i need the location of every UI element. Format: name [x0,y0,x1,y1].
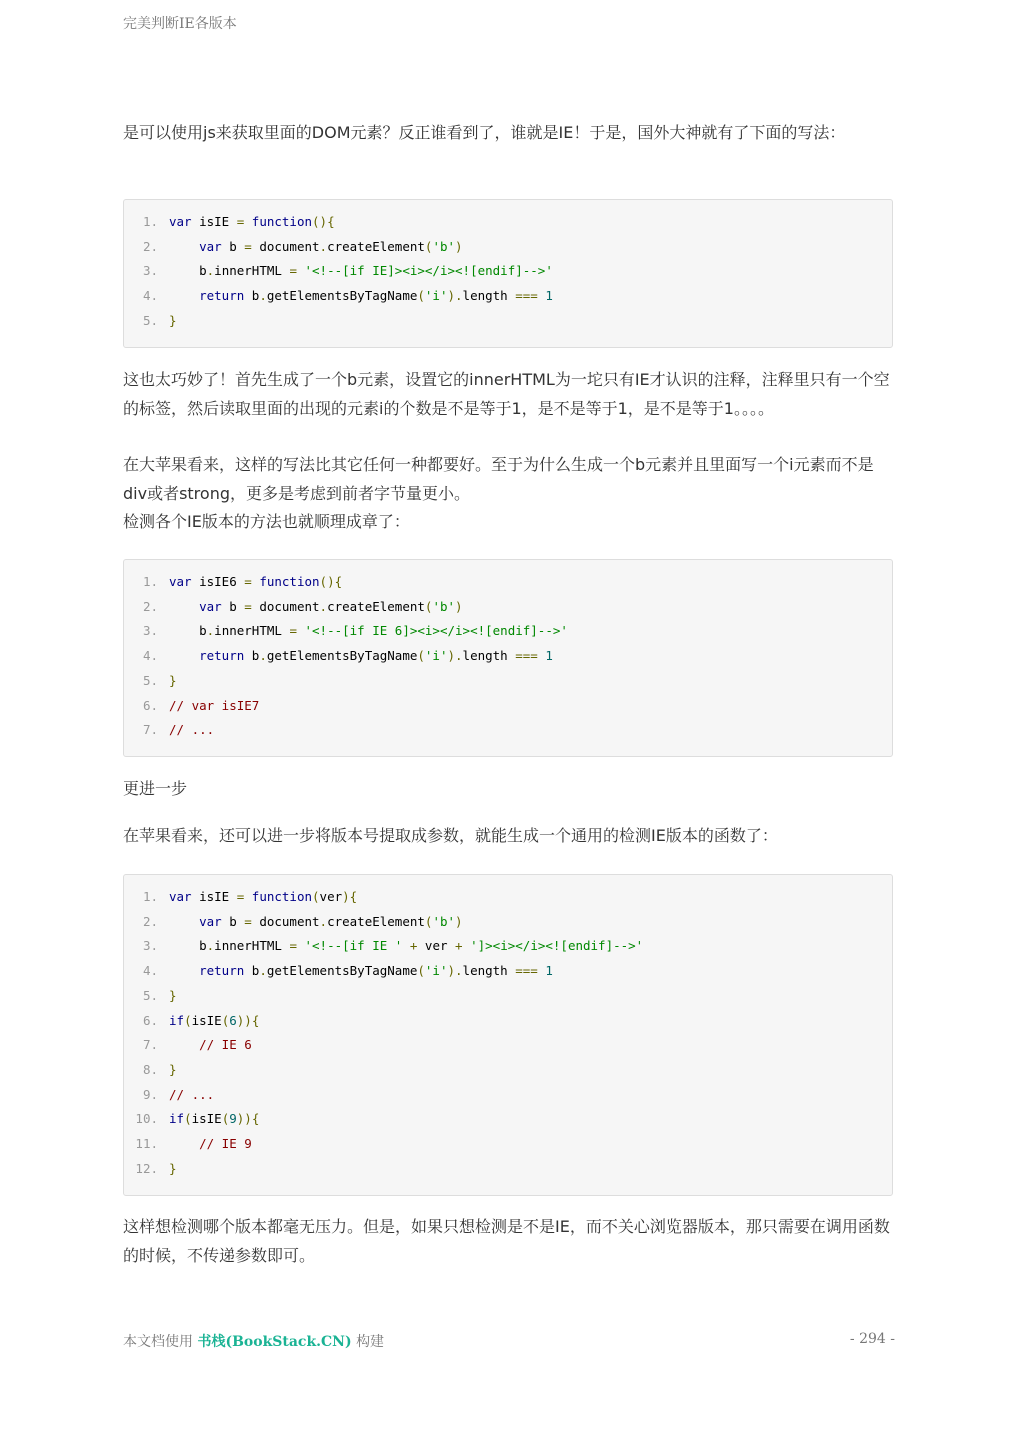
code-line [124,934,643,959]
code-token: ){ [342,889,358,904]
code-token: ']><i></i><![endif]-->' [470,938,644,954]
line-number: 1. [142,214,158,229]
code-token: = [289,263,297,279]
line-number: 2. [142,598,158,614]
code-line [124,910,463,935]
code-line [124,1033,252,1058]
code-token: length [462,963,516,979]
code-token: b [169,623,207,639]
code-token: if [169,1111,185,1127]
code-token: ( [424,238,433,254]
code-token: // ... [169,1086,215,1102]
code-token: // IE 9 [199,1136,252,1151]
line-number: 3. [142,623,158,639]
code-token: getElementsByTagName [266,288,418,304]
code-token: createElement [327,238,425,254]
code-token: . [319,913,328,929]
code-token: b [244,963,260,979]
code-line [124,1107,259,1132]
code-token: } [169,672,177,688]
code-token: function [259,574,320,589]
footer-suffix: 构建 [356,1334,385,1350]
code-line [124,210,335,235]
code-token: var [169,889,192,904]
code-token [169,239,199,254]
code-token: = [289,623,297,639]
code-token: . [206,263,215,279]
code-token [297,623,305,638]
code-token: document [251,238,320,254]
code-token: 9 [229,1111,237,1127]
code-token: = [289,938,297,954]
line-number: 1. [142,574,158,589]
code-line [124,259,553,284]
code-token: var [199,598,222,614]
code-token: ). [447,288,463,304]
paragraph-generic-function: 在苹果看来，还可以进一步将版本号提取成参数，就能生成一个通用的检测IE版本的函数了： [123,826,778,845]
code-block-3 [123,874,893,1196]
code-token: ver [319,889,343,904]
code-token: innerHTML [214,263,290,279]
code-token: isIE [191,214,237,229]
code-token: isIE [191,1012,222,1028]
code-token: ( [417,648,425,664]
code-token: b [169,938,207,954]
line-number: 4. [142,648,158,664]
code-line [124,284,553,309]
code-token: var [169,214,192,229]
line-number: 9. [142,1086,158,1102]
line-number: 1. [142,889,158,904]
code-token: ). [447,963,463,979]
code-token: document [251,913,320,929]
code-line [124,595,463,620]
code-token: . [259,648,267,664]
code-token [402,938,410,953]
paragraph-reasoning: 在大苹果看来，这样的写法比其它任何一种都要好。至于为什么生成一个b元素并且里面写一个i元素而不是div或者strong，更多是考虑到前者字节量更小。 [123,455,874,503]
code-token [297,938,305,953]
code-token: + [455,938,463,954]
code-line [124,1009,259,1034]
code-token: )){ [236,1111,260,1127]
code-token: } [169,312,177,328]
code-token: 'i' [424,648,448,664]
code-token: . [259,963,267,979]
code-token: b [169,263,207,279]
code-line [124,984,177,1009]
code-token: ( [424,913,433,929]
code-token: } [169,987,177,1003]
code-token: length [462,288,516,304]
code-token: if [169,1012,185,1028]
code-line [124,235,463,260]
code-token [169,599,199,614]
code-token: innerHTML [214,938,290,954]
code-token: === [515,648,538,664]
code-token: = [236,889,245,904]
line-number: 12. [135,1160,158,1176]
code-line [124,669,177,694]
code-token [244,214,252,229]
code-line [124,1132,252,1157]
line-number: 7. [142,722,158,738]
code-token: createElement [327,598,425,614]
line-number: 6. [142,1012,158,1028]
code-line [124,694,259,719]
code-token: // var isIE7 [169,697,260,713]
footer-credit [123,1331,384,1351]
code-token: isIE6 [191,574,245,589]
code-token: 1 [545,648,553,664]
section-heading-further: 更进一步 [123,779,188,798]
code-token: innerHTML [214,623,290,639]
code-token [169,1037,199,1052]
code-token [169,648,199,663]
code-line [124,885,357,910]
code-token: var [199,913,222,929]
code-token: isIE [191,1111,222,1127]
code-token: . [206,623,215,639]
code-line [124,1157,177,1182]
line-number: 5. [142,672,158,688]
code-token: '<!--[if IE]><i></i><![endif]-->' [304,263,553,279]
paragraph-version-detection: 检测各个IE版本的方法也就顺理成章了： [123,512,410,531]
code-token: } [169,1061,177,1077]
code-token: ( [417,288,425,304]
line-number: 2. [142,238,158,254]
code-token: isIE [191,889,237,904]
code-token: document [251,598,320,614]
code-token: . [319,598,328,614]
code-block-1 [123,199,893,348]
code-line [124,959,553,984]
code-token: 'b' [432,598,456,614]
code-line [124,570,342,595]
code-line [124,619,568,644]
bookstack-link[interactable]: 书栈(BookStack.CN) [197,1334,352,1350]
code-token: // IE 6 [199,1037,252,1053]
code-token: return [199,288,245,304]
code-token: var [169,574,192,589]
code-token: (){ [319,574,343,589]
code-token: // ... [169,722,215,738]
code-token: function [251,889,313,904]
code-line [124,644,553,669]
code-token: function [251,214,313,229]
code-token: 'b' [432,913,456,929]
code-token: } [169,1160,177,1176]
code-token: ( [221,1111,230,1127]
code-token [169,1136,199,1151]
code-token: ( [417,963,425,979]
code-token: ( [184,1111,192,1127]
code-token: ) [455,238,463,254]
line-number: 10. [135,1111,158,1127]
code-token: . [206,938,215,954]
code-token: = [236,214,245,229]
code-token: 'i' [424,963,448,979]
code-token: ( [424,598,433,614]
line-number: 5. [142,312,158,328]
code-token: ) [455,598,463,614]
code-token: = [244,238,252,254]
page-number: - 294 - [849,1331,895,1347]
line-number: 4. [142,963,158,979]
code-token: return [199,963,245,979]
code-token: . [259,288,267,304]
code-token: = [244,598,252,614]
code-token [169,914,199,929]
code-token: b [221,913,245,929]
line-number: 4. [142,288,158,304]
code-token: length [462,648,516,664]
code-token: b [221,238,245,254]
code-token: createElement [327,913,425,929]
line-number: 2. [142,913,158,929]
line-number: 5. [142,987,158,1003]
code-token: 1 [545,288,553,304]
code-token: === [515,288,538,304]
running-header: 完美判断IE各版本 [123,16,237,32]
code-token: + [409,938,418,954]
code-token: getElementsByTagName [266,963,418,979]
code-token [244,889,252,904]
code-token: = [244,574,252,589]
code-token: '<!--[if IE 6]><i></i><![endif]-->' [304,623,568,639]
line-number: 8. [142,1061,158,1077]
code-token [463,938,471,953]
paragraph-intro: 是可以使用js来获取里面的DOM元素？反正谁看到了，谁就是IE！于是，国外大神就有了下面的写法： [123,123,846,142]
paragraph-conclusion: 这样想检测哪个版本都毫无压力。但是，如果只想检测是不是IE，而不关心浏览器版本，那只需要在调用函数的时候，不传递参数即可。 [123,1217,890,1265]
code-token: 1 [545,963,553,979]
code-block-2 [123,559,893,757]
code-line [124,1058,177,1083]
code-token: getElementsByTagName [266,648,418,664]
code-token: ver [417,938,456,954]
code-line [124,718,214,743]
line-number: 7. [142,1037,158,1053]
code-token: 'b' [432,238,456,254]
code-token: var [199,238,222,254]
paragraph-explanation: 这也太巧妙了！首先生成了一个b元素，设置它的innerHTML为一坨只有IE才认识的注释，注释里只有一个空的标签，然后读取里面的出现的元素i的个数是不是等于1，是不是等于1，是不是等于1。。。。 [123,370,890,418]
line-number: 3. [142,938,158,954]
code-token: = [244,913,252,929]
code-token: return [199,648,245,664]
line-number: 11. [135,1136,158,1151]
code-token: )){ [236,1012,260,1028]
code-token [169,963,199,978]
code-token: ( [221,1012,230,1028]
code-line [124,1083,214,1108]
code-token [169,288,199,303]
code-token: 6 [229,1012,237,1028]
line-number: 6. [142,697,158,713]
footer-prefix: 本文档使用 [123,1334,193,1350]
code-token: . [319,238,328,254]
code-token: ( [184,1012,192,1028]
code-token: ( [312,889,320,904]
code-token: (){ [312,214,335,229]
code-token: '<!--[if IE ' [304,938,403,954]
line-number: 3. [142,263,158,279]
code-token: b [244,288,260,304]
code-token: ) [455,913,463,929]
code-line [124,309,177,334]
code-token: 'i' [424,288,448,304]
code-token: b [221,598,245,614]
code-token: === [515,963,538,979]
code-token [297,263,305,278]
code-token: ). [447,648,463,664]
code-token: b [244,648,260,664]
